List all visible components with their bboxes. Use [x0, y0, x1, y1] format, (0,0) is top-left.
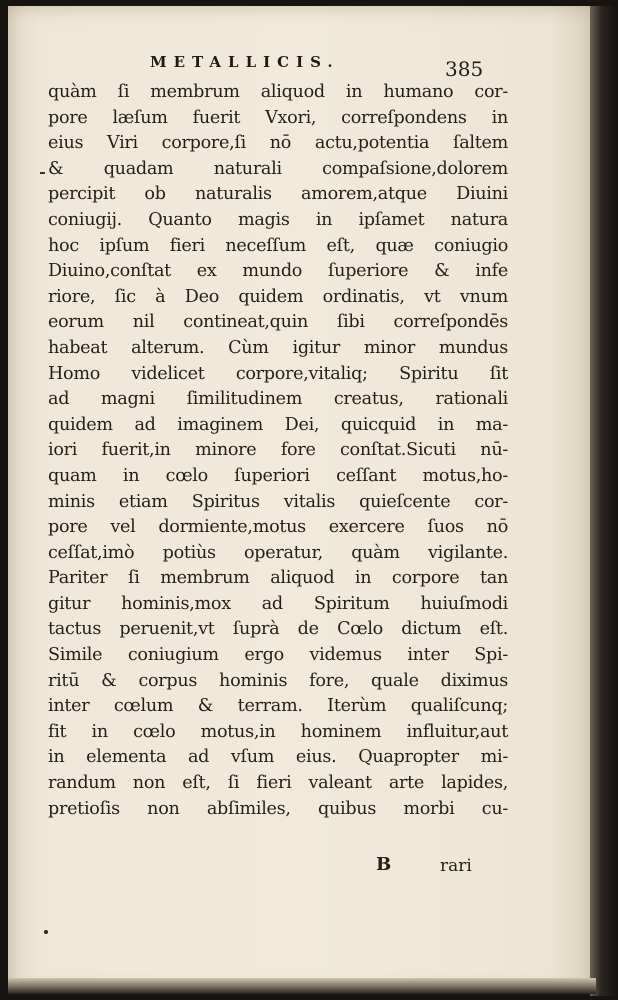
text-line: coniugij. Quanto magis in ipſamet natura — [48, 209, 508, 230]
text-line: ritū & corpus hominis fore, quale diximus — [48, 670, 508, 691]
text-line: pore læſum fuerit Vxori, correſpondens in — [48, 107, 508, 128]
text-line: gitur hominis,mox ad Spiritum huiuſmodi — [48, 593, 508, 614]
catchword: rari — [440, 856, 472, 876]
page-edge-bottom — [8, 978, 596, 994]
text-line: tactus peruenit,vt ſuprà de Cœlo dictum eſt. — [48, 619, 508, 640]
text-line: habeat alterum. Cùm igitur minor mundus — [48, 337, 508, 358]
margin-mark — [40, 172, 45, 174]
text-line: pretioſis non abſimiles, quibus morbi cu- — [48, 798, 508, 819]
text-line: ad magni ſimilitudinem creatus, rationali — [48, 389, 508, 410]
page-number: 385 — [445, 57, 484, 81]
text-line: minis etiam Spiritus vitalis quieſcente cor- — [48, 491, 508, 512]
text-line: eius Viri corpore,ſi nō actu,potentia ſaltem — [48, 133, 508, 154]
text-line: Homo videlicet corpore,vitaliq; Spiritu ſit — [48, 363, 508, 384]
text-line: Diuino,conſtat ex mundo ſuperiore & infe — [48, 261, 508, 282]
text-line: quidem ad imaginem Dei, quicquid in ma- — [48, 414, 508, 435]
text-line: Pariter ſi membrum aliquod in corpore tan — [48, 568, 508, 589]
text-line: ceſſat,imò potiùs operatur, quàm vigilante. — [48, 542, 508, 563]
text-line: inter cœlum & terram. Iterùm qualiſcunq; — [48, 696, 508, 717]
text-line: fit in cœlo motus,in hominem influitur,aut — [48, 721, 508, 742]
signature-mark: B — [376, 854, 392, 875]
text-line: in elementa ad vſum eius. Quapropter mi- — [48, 747, 508, 768]
text-line: pore vel dormiente,motus exercere ſuos nō — [48, 517, 508, 538]
text-line: quam in cœlo ſuperiori ceſſant motus,ho- — [48, 465, 508, 486]
text-line: iori fuerit,in minore fore conſtat.Sicuti nū- — [48, 440, 508, 461]
text-line: randum non eſt, ſi fieri valeant arte lapides, — [48, 773, 508, 794]
text-line: Simile coniugium ergo videmus inter Spi- — [48, 645, 508, 666]
text-line: hoc ipſum fieri neceſſum eſt, quæ coniugio — [48, 235, 508, 256]
text-line: riore, ſic à Deo quidem ordinatis, vt vnum — [48, 286, 508, 307]
text-line: eorum nil contineat,quin ſibi correſpondēs — [48, 312, 508, 333]
ink-speck — [44, 930, 48, 934]
text-line: quàm ſi membrum aliquod in humano cor- — [48, 82, 508, 102]
page-edge-right — [590, 6, 618, 996]
running-head: METALLICIS. — [150, 53, 340, 71]
text-line: percipit ob naturalis amorem,atque Diuini — [48, 184, 508, 205]
text-line: & quadam naturali compaſsione,dolorem — [48, 158, 508, 179]
body-text — [48, 80, 508, 822]
